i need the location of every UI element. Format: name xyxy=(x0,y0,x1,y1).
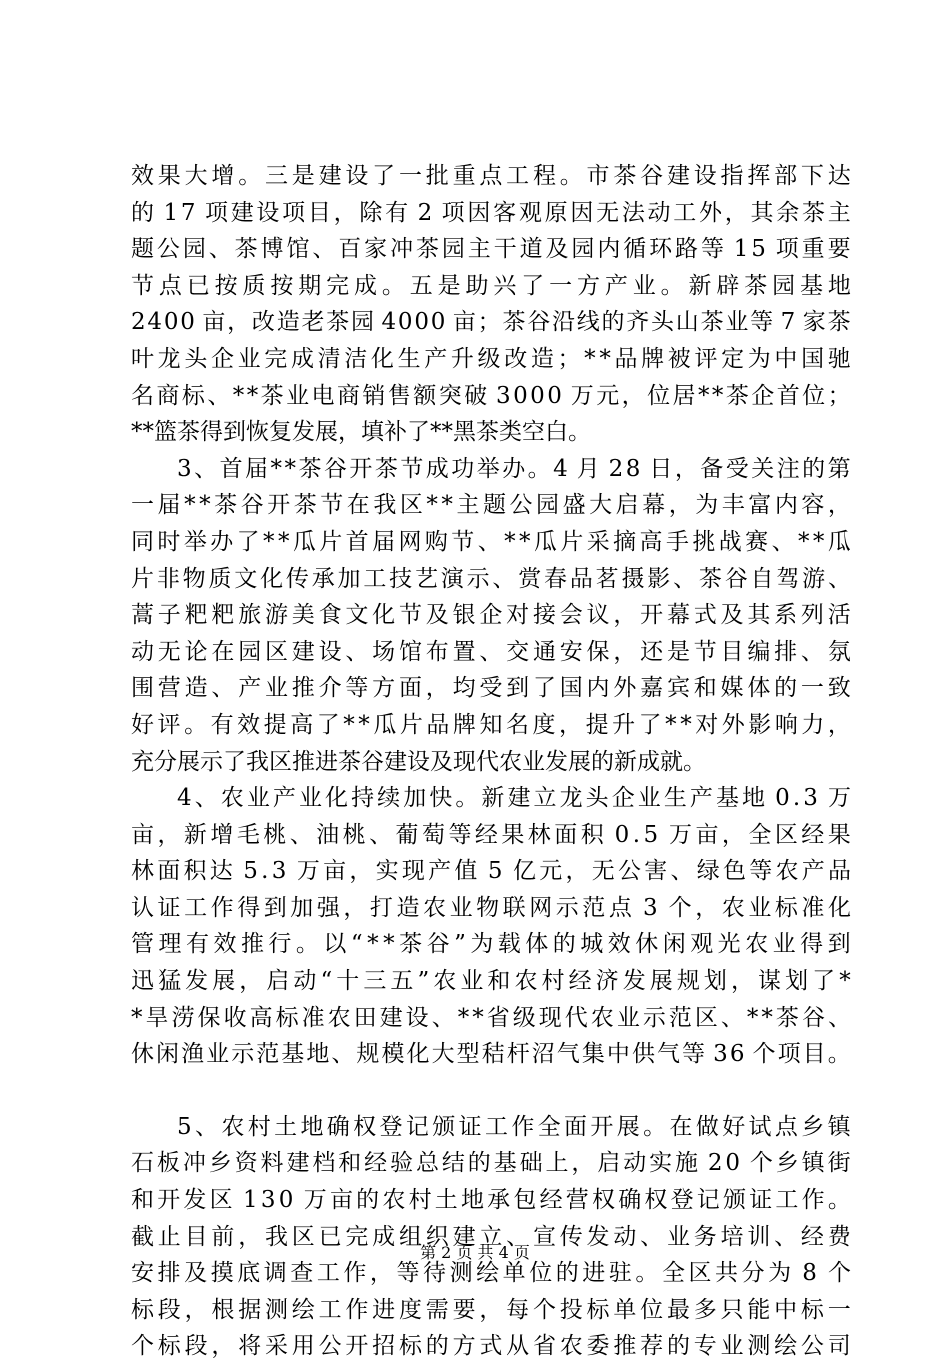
paragraph-1 xyxy=(131,158,851,451)
text-line: 2 4 0 0 亩 ， 改 造 老 茶 园 4 0 0 0 亩 ； 茶 谷 沿 线 的 齐 头 山 茶 业 等 7 家 茶 xyxy=(131,309,851,336)
text-line: 同 时 举 办 了 * * 瓜 片 首 届 网 购 节 、 * * 瓜 片 采 摘 高 手 挑 战 赛 、 * * 瓜 xyxy=(131,528,851,555)
text-line: 和 开 发 区 1 3 0 万 亩 的 农 村 土 地 承 包 经 营 权 确 权 登 记 颁 证 工 作 。 xyxy=(131,1187,851,1214)
page-footer: 第 2 页 共 4 页 xyxy=(420,1243,530,1262)
text-line: 认 证 工 作 得 到 加 强 ， 打 造 农 业 物 联 网 示 范 点 3 个 ， 农 业 标 准 化 xyxy=(131,894,851,921)
text-line: 截 止 目 前 ， 我 区 已 完 成 组 织 建 立 、 宣 传 发 动 、 业 务 培 训 、 经 费 xyxy=(131,1223,851,1250)
text-line: 名 商 标 、 * * 茶 业 电 商 销 售 额 突 破 3 0 0 0 万 元 ， 位 居 * * 茶 企 首 位 ； xyxy=(131,382,851,409)
text-line: 3 、 首 届 * * 茶 谷 开 茶 节 成 功 举 办 。 4 月 2 8 日 ， 备 受 关 注 的 第 xyxy=(177,455,851,482)
text-line: 林 面 积 达 5 . 3 万 亩 ， 实 现 产 值 5 亿 元 ， 无 公 害 、 绿 色 等 农 产 品 xyxy=(131,858,851,885)
text-line: 节 点 已 按 质 按 期 完 成 。 五 是 助 兴 了 一 方 产 业 。 新 辟 茶 园 基 地 xyxy=(131,272,851,299)
text-line: 题 公 园 、 茶 博 馆 、 百 家 冲 茶 园 主 干 道 及 园 内 循 环 路 等 1 5 项 重 要 xyxy=(131,236,851,263)
text-line: 效 果 大 增 。 三 是 建 设 了 一 批 重 点 工 程 。 市 茶 谷 建 设 指 挥 部 下 达 xyxy=(131,163,851,189)
paragraph-2 xyxy=(131,451,851,780)
text-line: * 旱 涝 保 收 高 标 准 农 田 建 设 、 * * 省 级 现 代 农 业 示 范 区 、 * * 茶 谷 、 xyxy=(131,1004,851,1031)
text-line: 充分展示了我区推进茶谷建设及现代农业发展的新成就。 xyxy=(131,748,706,775)
paragraph-4 xyxy=(131,1109,851,1365)
text-line: 叶 龙 头 企 业 完 成 清 洁 化 生 产 升 级 改 造 ； * * 品 牌 被 评 定 为 中 国 驰 xyxy=(131,345,851,372)
text-line: 动 无 论 在 园 区 建 设 、 场 馆 布 置 、 交 通 安 保 ， 还 是 节 目 编 排 、 氛 xyxy=(131,638,851,665)
text-line: 好 评 。 有 效 提 高 了 * * 瓜 片 品 牌 知 名 度 ， 提 升 了 * * 对 外 影 响 力 ， xyxy=(131,711,851,738)
paragraph-spacer xyxy=(131,1073,851,1109)
text-line: 个 标 段 ， 将 采 用 公 开 招 标 的 方 式 从 省 农 委 推 荐 的 专 业 测 绘 公 司 xyxy=(131,1333,851,1360)
text-line: 一 届 * * 茶 谷 开 茶 节 在 我 区 * * 主 题 公 园 盛 大 启 幕 ， 为 丰 富 内 容 ， xyxy=(131,492,851,519)
text-line: 4 、 农 业 产 业 化 持 续 加 快 。 新 建 立 龙 头 企 业 生 产 基 地 0 . 3 万 xyxy=(177,785,851,812)
document-body xyxy=(131,158,851,1365)
text-line: 蒿 子 粑 粑 旅 游 美 食 文 化 节 及 银 企 对 接 会 议 ， 开 幕 式 及 其 系 列 活 xyxy=(131,602,851,629)
text-line: 片 非 物 质 文 化 传 承 加 工 技 艺 演 示 、 赏 春 品 茗 摄 影 、 茶 谷 自 驾 游 、 xyxy=(131,565,851,592)
text-line: 迅 猛 发 展 ， 启 动 “ 十 三 五 ” 农 业 和 农 村 经 济 发 展 规 划 ， 谋 划 了 * xyxy=(131,968,851,995)
text-line: 5 、 农 村 土 地 确 权 登 记 颁 证 工 作 全 面 开 展 。 在 做 好 试 点 乡 镇 xyxy=(177,1113,851,1140)
text-line: 休 闲 渔 业 示 范 基 地 、 规 模 化 大 型 秸 杆 沼 气 集 中 供 气 等 3 6 个 项 目 。 xyxy=(131,1041,851,1068)
text-line: 石 板 冲 乡 资 料 建 档 和 经 验 总 结 的 基 础 上 ， 启 动 实 施 2 0 个 乡 镇 街 xyxy=(131,1150,851,1177)
text-line: 亩 ， 新 增 毛 桃 、 油 桃 、 葡 萄 等 经 果 林 面 积 0 . 5 万 亩 ， 全 区 经 果 xyxy=(131,821,851,848)
text-line: 管 理 有 效 推 行 。 以 “ * * 茶 谷 ” 为 载 体 的 城 效 休 闲 观 光 农 业 得 到 xyxy=(131,931,851,958)
paragraph-3 xyxy=(131,780,851,1073)
text-line: 标 段 ， 根 据 测 绘 工 作 进 度 需 要 ， 每 个 投 标 单 位 最 多 只 能 中 标 一 xyxy=(131,1296,851,1323)
text-line: 的 1 7 项 建 设 项 目 ， 除 有 2 项 因 客 观 原 因 无 法 动 工 外 ， 其 余 茶 主 xyxy=(131,199,851,226)
text-line: **篮茶得到恢复发展，填补了**黑茶类空白。 xyxy=(131,419,591,446)
text-line: 围 营 造 、 产 业 推 介 等 方 面 ， 均 受 到 了 国 内 外 嘉 宾 和 媒 体 的 一 致 xyxy=(131,675,851,702)
text-line: 安 排 及 摸 底 调 查 工 作 ， 等 待 测 绘 单 位 的 进 驻 。 全 区 共 分 为 8 个 xyxy=(131,1260,851,1287)
